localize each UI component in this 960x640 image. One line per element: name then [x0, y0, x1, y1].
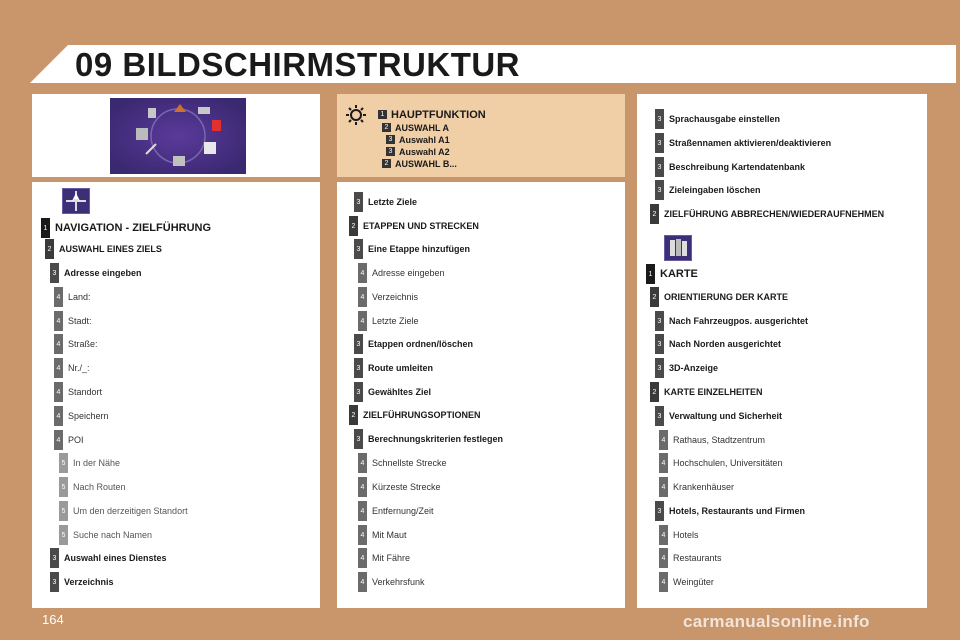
level-badge: 2 — [45, 239, 54, 259]
legend-label: AUSWAHL A — [395, 122, 449, 133]
level-badge: 3 — [655, 501, 664, 521]
level-badge: 5 — [59, 525, 68, 545]
item-label: Verwaltung und Sicherheit — [669, 411, 783, 421]
item-label: Sprachausgabe einstellen — [669, 114, 781, 124]
item-label: Rathaus, Stadtzentrum — [673, 435, 766, 445]
legend-row — [386, 146, 450, 157]
watermark: carmanualsonline.info — [683, 612, 870, 631]
legend-row — [382, 158, 457, 169]
list-item — [659, 453, 783, 473]
item-label: NAVIGATION - ZIELFÜHRUNG — [55, 222, 212, 234]
item-label: Land: — [68, 292, 91, 302]
item-label: Letzte Ziele — [368, 197, 418, 207]
list-item — [349, 405, 481, 425]
level-badge: 3 — [655, 358, 664, 378]
list-item — [45, 239, 162, 259]
level-badge: 4 — [358, 501, 367, 521]
list-item — [358, 572, 425, 592]
settings-sun-icon — [345, 104, 367, 126]
list-item — [50, 263, 142, 283]
item-label: Zieleingaben löschen — [669, 185, 761, 195]
page-title: 09 BILDSCHIRMSTRUKTUR — [75, 46, 521, 83]
level-badge: 5 — [59, 453, 68, 473]
level-badge: 3 — [354, 192, 363, 212]
level-badge: 3 — [655, 180, 664, 200]
level-badge: 3 — [655, 406, 664, 426]
list-item — [659, 572, 714, 592]
list-item — [659, 525, 699, 545]
list-item — [349, 216, 479, 236]
item-label: Nach Routen — [73, 482, 126, 492]
list-item — [655, 109, 780, 129]
list-item — [358, 311, 419, 331]
map-icon — [664, 235, 692, 261]
item-label: Etappen ordnen/löschen — [368, 339, 474, 349]
level-badge: 4 — [358, 287, 367, 307]
list-item — [354, 382, 431, 402]
hauptfunktion-legend-panel — [337, 94, 625, 177]
level-badge: 1 — [41, 218, 50, 238]
item-label: Adresse eingeben — [372, 268, 445, 278]
list-item — [59, 453, 120, 473]
level-badge: 2 — [349, 216, 358, 236]
item-label: KARTE — [660, 268, 698, 280]
item-label: Mit Fähre — [372, 553, 411, 563]
item-label: Nach Norden ausgerichtet — [669, 339, 782, 349]
level-badge: 2 — [382, 159, 391, 168]
level-badge: 3 — [354, 239, 363, 259]
level-badge: 2 — [650, 287, 659, 307]
item-label: Straße: — [68, 339, 98, 349]
level-badge: 4 — [358, 572, 367, 592]
item-label: POI — [68, 435, 84, 445]
level-badge: 4 — [358, 453, 367, 473]
level-badge: 4 — [54, 430, 63, 450]
level-badge: 4 — [659, 572, 668, 592]
item-label: Weingüter — [673, 577, 714, 587]
item-label: Verkehrsfunk — [372, 577, 425, 587]
item-label: Hotels — [673, 530, 699, 540]
legend-row — [386, 134, 450, 145]
level-badge: 3 — [50, 572, 59, 592]
item-label: Entfernung/Zeit — [372, 506, 434, 516]
page-number: 164 — [42, 612, 64, 627]
level-badge: 3 — [354, 382, 363, 402]
list-item — [358, 287, 418, 307]
level-badge: 5 — [59, 477, 68, 497]
list-item — [655, 157, 805, 177]
list-item — [354, 192, 417, 212]
list-item — [650, 382, 763, 402]
level-badge: 3 — [655, 109, 664, 129]
menu-screen-panel — [32, 94, 320, 177]
level-badge: 4 — [659, 430, 668, 450]
item-label: In der Nähe — [73, 458, 121, 468]
list-item — [358, 548, 410, 568]
level-badge: 4 — [358, 525, 367, 545]
item-label: Route umleiten — [368, 363, 434, 373]
list-item — [659, 548, 722, 568]
list-item — [659, 430, 765, 450]
level-badge: 2 — [650, 382, 659, 402]
level-badge: 3 — [655, 334, 664, 354]
level-badge: 4 — [358, 477, 367, 497]
level-badge: 4 — [54, 358, 63, 378]
item-label: Nach Fahrzeugpos. ausgerichtet — [669, 316, 809, 326]
item-label: Schnellste Strecke — [372, 458, 447, 468]
list-item — [59, 477, 126, 497]
list-item — [358, 525, 407, 545]
list-item — [358, 263, 445, 283]
list-item — [655, 501, 805, 521]
level-badge: 1 — [646, 264, 655, 284]
item-label: Hotels, Restaurants und Firmen — [669, 506, 806, 516]
item-label: 3D-Anzeige — [669, 363, 719, 373]
list-item — [354, 429, 503, 449]
item-label: Gewähltes Ziel — [368, 387, 432, 397]
level-badge: 3 — [50, 548, 59, 568]
item-label: ORIENTIERUNG DER KARTE — [664, 292, 789, 302]
level-badge: 3 — [386, 147, 395, 156]
item-label: Auswahl eines Dienstes — [64, 553, 167, 563]
legend-label: HAUPTFUNKTION — [391, 108, 486, 121]
level-badge: 2 — [382, 123, 391, 132]
list-item — [655, 406, 782, 426]
list-item — [59, 525, 152, 545]
list-item — [650, 287, 788, 307]
item-label: Eine Etappe hinzufügen — [368, 244, 471, 254]
item-label: Berechnungskriterien festlegen — [368, 434, 504, 444]
item-label: Speichern — [68, 411, 109, 421]
list-item — [358, 501, 434, 521]
level-badge: 4 — [54, 287, 63, 307]
item-label: Beschreibung Kartendatenbank — [669, 162, 806, 172]
item-label: Stadt: — [68, 316, 92, 326]
list-item — [354, 239, 470, 259]
level-badge: 4 — [659, 477, 668, 497]
navigation-icon — [62, 188, 90, 214]
list-item — [659, 477, 734, 497]
item-label: Suche nach Namen — [73, 530, 153, 540]
list-item — [655, 133, 831, 153]
list-item — [54, 287, 91, 307]
item-label: Restaurants — [673, 553, 722, 563]
list-item — [41, 218, 211, 238]
navigation-menu-screen-icon — [110, 98, 246, 174]
level-badge: 5 — [59, 501, 68, 521]
level-badge: 3 — [655, 133, 664, 153]
level-badge: 2 — [650, 204, 659, 224]
level-badge: 3 — [354, 429, 363, 449]
item-label: Krankenhäuser — [673, 482, 735, 492]
list-item — [655, 334, 781, 354]
level-badge: 3 — [655, 157, 664, 177]
item-label: Um den derzeitigen Standort — [73, 506, 188, 516]
list-item — [54, 406, 109, 426]
level-badge: 4 — [358, 263, 367, 283]
item-label: Letzte Ziele — [372, 316, 419, 326]
level-badge: 4 — [54, 382, 63, 402]
legend-label: AUSWAHL B... — [395, 158, 457, 169]
item-label: Hochschulen, Universitäten — [673, 458, 783, 468]
item-label: AUSWAHL EINES ZIELS — [59, 244, 162, 254]
level-badge: 4 — [358, 548, 367, 568]
level-badge: 4 — [659, 548, 668, 568]
legend-row — [378, 109, 486, 120]
list-item — [650, 204, 884, 224]
legend-row — [382, 122, 449, 133]
legend-label: Auswahl A1 — [399, 134, 450, 145]
list-item — [50, 572, 114, 592]
level-badge: 3 — [354, 358, 363, 378]
item-label: Adresse eingeben — [64, 268, 142, 278]
list-item — [54, 334, 98, 354]
list-item — [646, 264, 698, 284]
item-label: ZIELFÜHRUNG ABBRECHEN/WIEDERAUFNEHMEN — [664, 209, 885, 219]
level-badge: 3 — [655, 311, 664, 331]
legend-label: Auswahl A2 — [399, 146, 450, 157]
list-item — [655, 358, 718, 378]
item-label: KARTE EINZELHEITEN — [664, 387, 763, 397]
level-badge: 4 — [358, 311, 367, 331]
item-label: Straßennamen aktivieren/deaktivieren — [669, 138, 832, 148]
list-item — [358, 477, 441, 497]
level-badge: 4 — [54, 334, 63, 354]
list-item — [358, 453, 447, 473]
list-item — [54, 311, 92, 331]
list-item — [655, 180, 761, 200]
level-badge: 4 — [659, 525, 668, 545]
list-item — [354, 334, 473, 354]
list-item — [54, 382, 102, 402]
list-item — [59, 501, 188, 521]
item-label: Nr./_: — [68, 363, 90, 373]
list-item — [50, 548, 167, 568]
level-badge: 3 — [354, 334, 363, 354]
item-label: ETAPPEN UND STRECKEN — [363, 221, 479, 231]
list-item — [655, 311, 808, 331]
item-label: ZIELFÜHRUNGSOPTIONEN — [363, 410, 481, 420]
item-label: Kürzeste Strecke — [372, 482, 441, 492]
level-badge: 4 — [659, 453, 668, 473]
list-item — [54, 358, 90, 378]
list-item — [354, 358, 433, 378]
item-label: Verzeichnis — [64, 577, 114, 587]
level-badge: 4 — [54, 311, 63, 331]
list-item — [54, 430, 84, 450]
item-label: Standort — [68, 387, 103, 397]
level-badge: 3 — [50, 263, 59, 283]
level-badge: 4 — [54, 406, 63, 426]
item-label: Mit Maut — [372, 530, 407, 540]
level-badge: 2 — [349, 405, 358, 425]
item-label: Verzeichnis — [372, 292, 419, 302]
level-badge: 3 — [386, 135, 395, 144]
level-badge: 1 — [378, 110, 387, 119]
